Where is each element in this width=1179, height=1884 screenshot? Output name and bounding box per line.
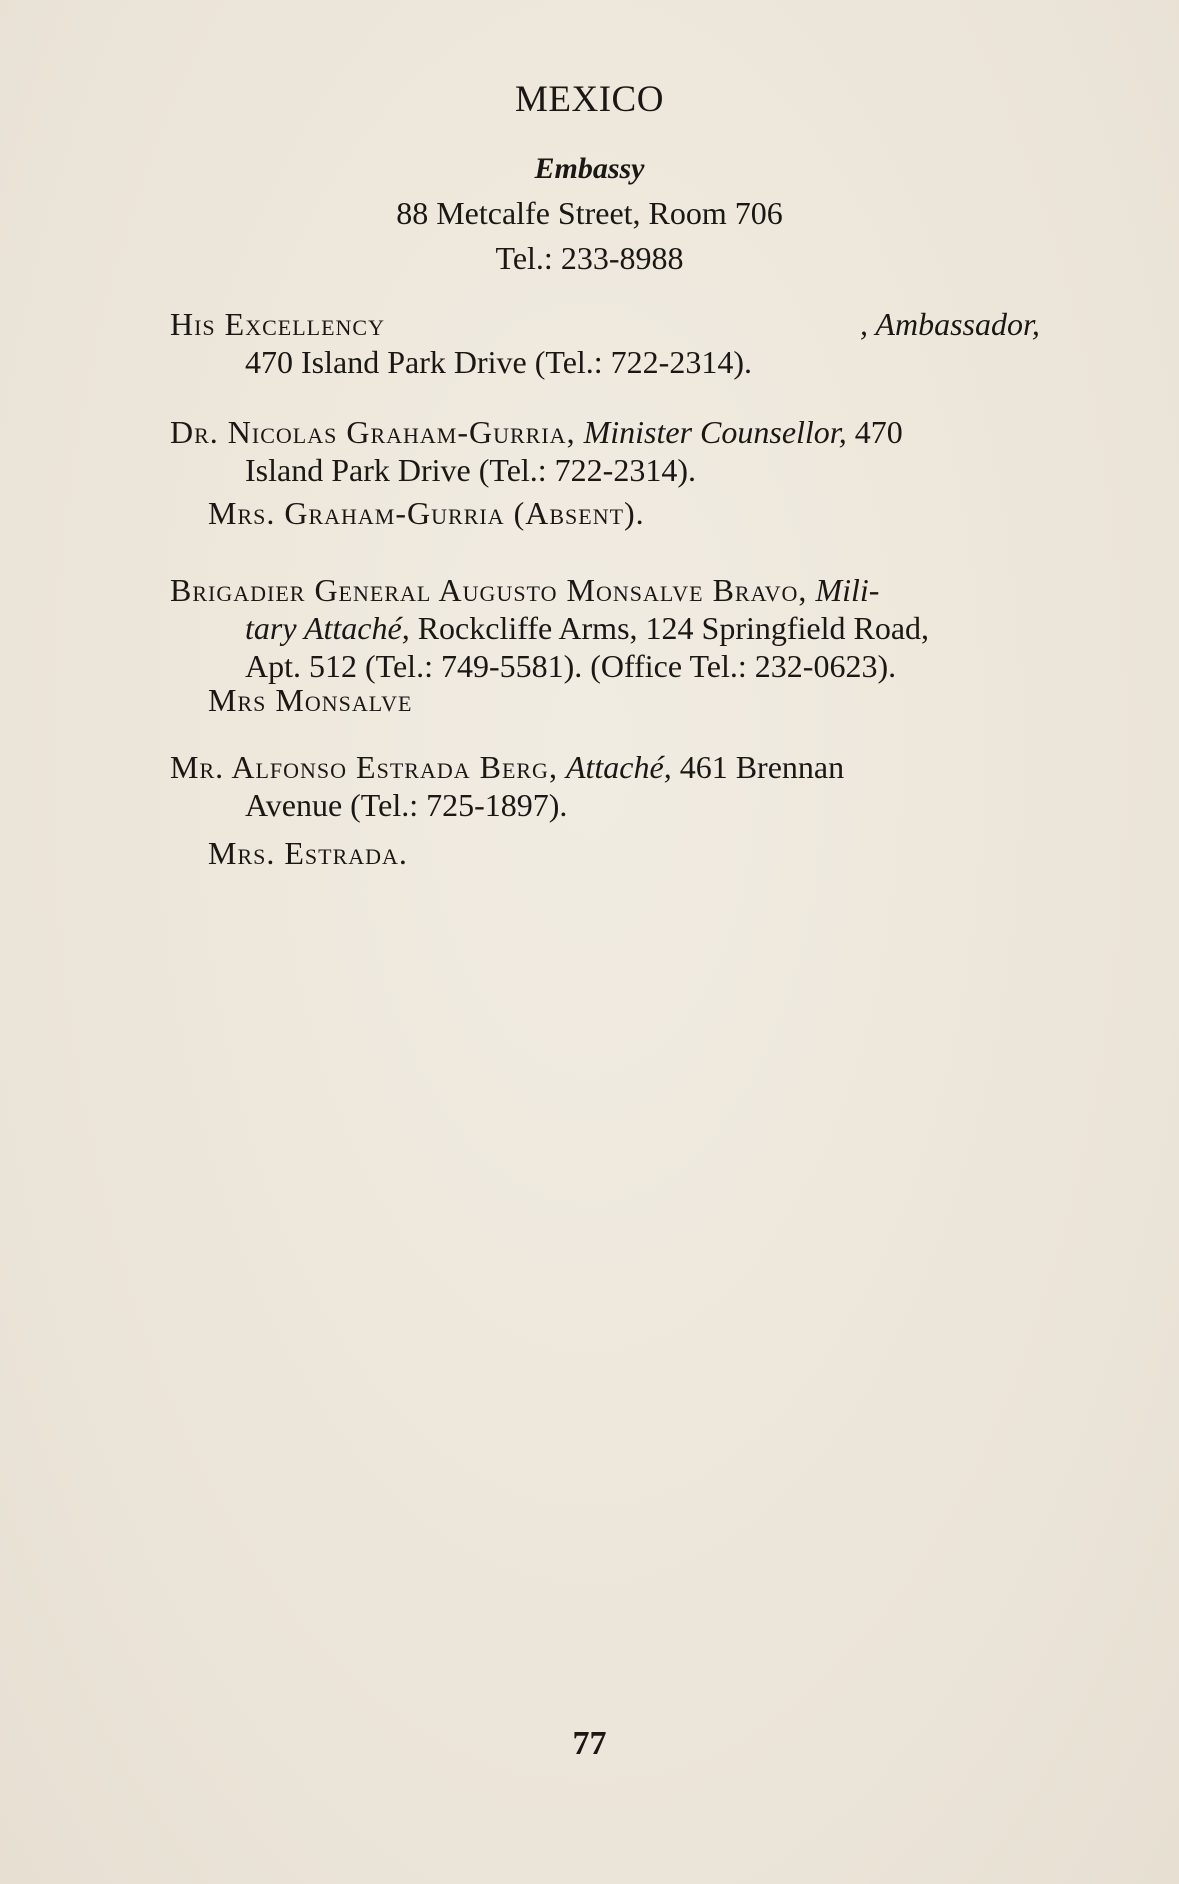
- mission-type: Embassy: [534, 152, 645, 185]
- entry-title: Minister Counsellor,: [583, 414, 847, 450]
- spouse-estrada: Mrs. Estrada.: [208, 835, 408, 871]
- entry-name: Brigadier General Augusto Monsalve Bravo,: [170, 572, 808, 608]
- entry-name: His Excellency: [170, 306, 385, 342]
- entry-ambassador: [170, 305, 1080, 381]
- country-heading: MEXICO: [515, 79, 664, 120]
- embassy-address: 88 Metcalfe Street, Room 706: [396, 195, 783, 231]
- entry-details: 470 Island Park Drive (Tel.: 722-2314).: [245, 344, 752, 380]
- entry-minister-counsellor: [170, 413, 1080, 489]
- entry-title-part2: tary Attaché,: [245, 610, 410, 646]
- page-number: 77: [572, 1725, 607, 1762]
- entry-details: Island Park Drive (Tel.: 722-2314).: [245, 452, 696, 488]
- entry-details-inline: 461 Brennan: [679, 749, 845, 785]
- entry-title: , Ambassador,: [860, 306, 1040, 342]
- entry-title-part1: Mili-: [815, 572, 880, 608]
- entry-details-line3: Apt. 512 (Tel.: 749-5581). (Office Tel.: 232-0623).: [245, 648, 897, 684]
- entry-name: Dr. Nicolas Graham-Gurria,: [170, 414, 576, 450]
- entry-details: Rockcliffe Arms, 124 Springfield Road,: [417, 610, 930, 646]
- entry-title: Attaché,: [565, 749, 672, 785]
- entry-attache: [170, 748, 1080, 824]
- spouse-graham-gurria: Mrs. Graham-Gurria (Absent).: [208, 495, 645, 531]
- spouse-monsalve: Mrs Monsalve: [208, 682, 413, 718]
- entry-details-inline: 470: [854, 414, 903, 450]
- entry-details: Avenue (Tel.: 725-1897).: [245, 787, 568, 823]
- entry-military-attache: [170, 571, 1080, 685]
- embassy-telephone: Tel.: 233-8988: [495, 240, 684, 276]
- entry-name: Mr. Alfonso Estrada Berg,: [170, 749, 558, 785]
